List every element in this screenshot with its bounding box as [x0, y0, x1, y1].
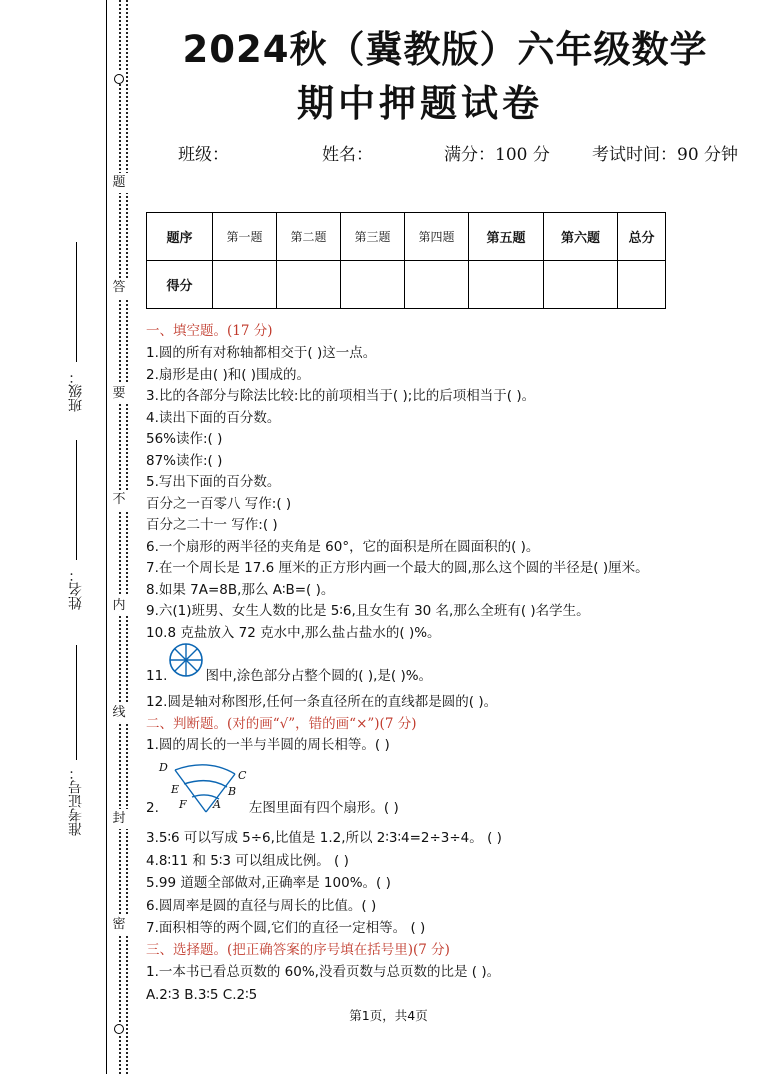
- page-footer: 第1页，共4页: [349, 1008, 428, 1023]
- question-item: 1.一本书已看总页数的 60%,没看页数与总页数的比是 ( )。: [146, 964, 501, 980]
- section-heading-judge: 二、判断题。(对的画“√”，错的画“×”)(7 分): [146, 716, 417, 732]
- table-header-cell: 第四题: [405, 213, 469, 261]
- question-item: 百分之一百零八 写作:( ): [146, 496, 292, 512]
- full-score: 满分：100 分: [444, 145, 550, 165]
- question-item: 6.圆周率是圆的直径与周长的比值。( ): [146, 898, 377, 914]
- question-item: 7.在一个周长是 17.6 厘米的正方形内画一个最大的圆,那么这个圆的半径是( )厘米。: [146, 560, 649, 576]
- score-table: [146, 212, 666, 309]
- table-header-cell: 第一题: [213, 213, 277, 261]
- question-item: 4.8∶11 和 5∶3 可以组成比例。 ( ): [146, 853, 349, 869]
- binding-margin: 题 答 要 不 内 线 封 密 班级： 姓名： 准考证号：: [0, 0, 140, 1074]
- figure-label: B: [228, 785, 237, 798]
- question-item: 6.一个扇形的两半径的夹角是 60°，它的面积是所在圆面积的( )。: [146, 539, 540, 555]
- question-item: 1.圆的所有对称轴都相交于( )这一点。: [146, 345, 377, 361]
- figure-label: D: [159, 762, 168, 774]
- question-item: 12.圆是轴对称图形,任何一条直径所在的直线都是圆的( )。: [146, 694, 498, 710]
- table-header-cell: 题序: [147, 213, 213, 261]
- exam-info-row: [0, 140, 777, 166]
- score-cell[interactable]: [277, 261, 341, 309]
- seal-char: 不: [110, 490, 128, 510]
- question-item: 56%读作:( ): [146, 431, 223, 447]
- question-item: 5.写出下面的百分数。: [146, 474, 281, 490]
- table-header-cell: 第六题: [544, 213, 618, 261]
- question-item: 百分之二十一 写作:( ): [146, 517, 278, 533]
- question-item: [146, 798, 399, 818]
- score-cell[interactable]: [469, 261, 544, 309]
- question-item: 10.8 克盐放入 72 克水中,那么盐占盐水的( )%。: [146, 625, 441, 641]
- binding-hole-icon: [112, 72, 124, 84]
- seal-char: 内: [110, 596, 128, 616]
- exam-time: 考试时间：90 分钟: [592, 145, 739, 165]
- question-number: 2.: [146, 800, 159, 816]
- figure-label: E: [171, 783, 180, 796]
- question-item: 3.比的各部分与除法比较:比的前项相当于( );比的后项相当于( )。: [146, 388, 536, 404]
- seal-char: 密: [110, 915, 128, 935]
- score-cell[interactable]: [544, 261, 618, 309]
- question-item: 8.如果 7A=8B,那么 A∶B=( )。: [146, 582, 335, 598]
- question-item: 4.读出下面的百分数。: [146, 410, 281, 426]
- class-label: 班级：: [178, 145, 229, 165]
- table-header-cell: 第二题: [277, 213, 341, 261]
- name-label: 姓名：: [322, 145, 373, 165]
- answer-options: A.2∶3 B.3∶5 C.2∶5: [146, 987, 258, 1003]
- seal-char: 线: [110, 703, 128, 723]
- question-item: 1.圆的周长的一半与半圆的周长相等。( ): [146, 737, 390, 753]
- question-item: 7.面积相等的两个圆,它们的直径一定相等。 ( ): [146, 920, 426, 936]
- score-row-label: 得分: [147, 261, 213, 309]
- section-heading-fill: 一、填空题。(17 分): [146, 323, 273, 339]
- table-header-cell: 第五题: [469, 213, 544, 261]
- seal-char: 题: [110, 173, 128, 193]
- question-item: 2.扇形是由( )和( )围成的。: [146, 367, 311, 383]
- figure-label: A: [213, 798, 221, 811]
- exam-title: 2024秋（冀教版）六年级数学: [182, 28, 708, 71]
- question-item: 87%读作:( ): [146, 453, 223, 469]
- figure-label: F: [179, 798, 187, 811]
- exam-subtitle: 期中押题试卷: [297, 82, 543, 125]
- question-item: 5.99 道题全部做对,正确率是 100%。( ): [146, 875, 391, 891]
- score-cell[interactable]: [213, 261, 277, 309]
- score-cell[interactable]: [618, 261, 666, 309]
- seal-char: 答: [110, 278, 128, 298]
- table-header-cell: 第三题: [341, 213, 405, 261]
- question-text: 左图里面有四个扇形。( ): [248, 800, 399, 816]
- question-item: 9.六(1)班男、女生人数的比是 5∶6,且女生有 30 名,那么全班有( )名学生。: [146, 603, 590, 619]
- question-item: 3.5∶6 可以写成 5÷6,比值是 1.2,所以 2∶3∶4=2÷3÷4。 ( ): [146, 830, 502, 846]
- table-header-cell: 总分: [618, 213, 666, 261]
- seal-char: 封: [110, 809, 128, 829]
- seal-char: 要: [110, 384, 128, 404]
- score-cell[interactable]: [405, 261, 469, 309]
- section-heading-choice: 三、选择题。(把正确答案的序号填在括号里)(7 分): [146, 942, 450, 958]
- shaded-circle-figure: [168, 642, 204, 678]
- question-number: 11.: [146, 668, 168, 684]
- score-cell[interactable]: [341, 261, 405, 309]
- question-text: 图中,涂色部分占整个圆的( ),是( )%。: [205, 668, 433, 684]
- figure-label: C: [238, 769, 247, 782]
